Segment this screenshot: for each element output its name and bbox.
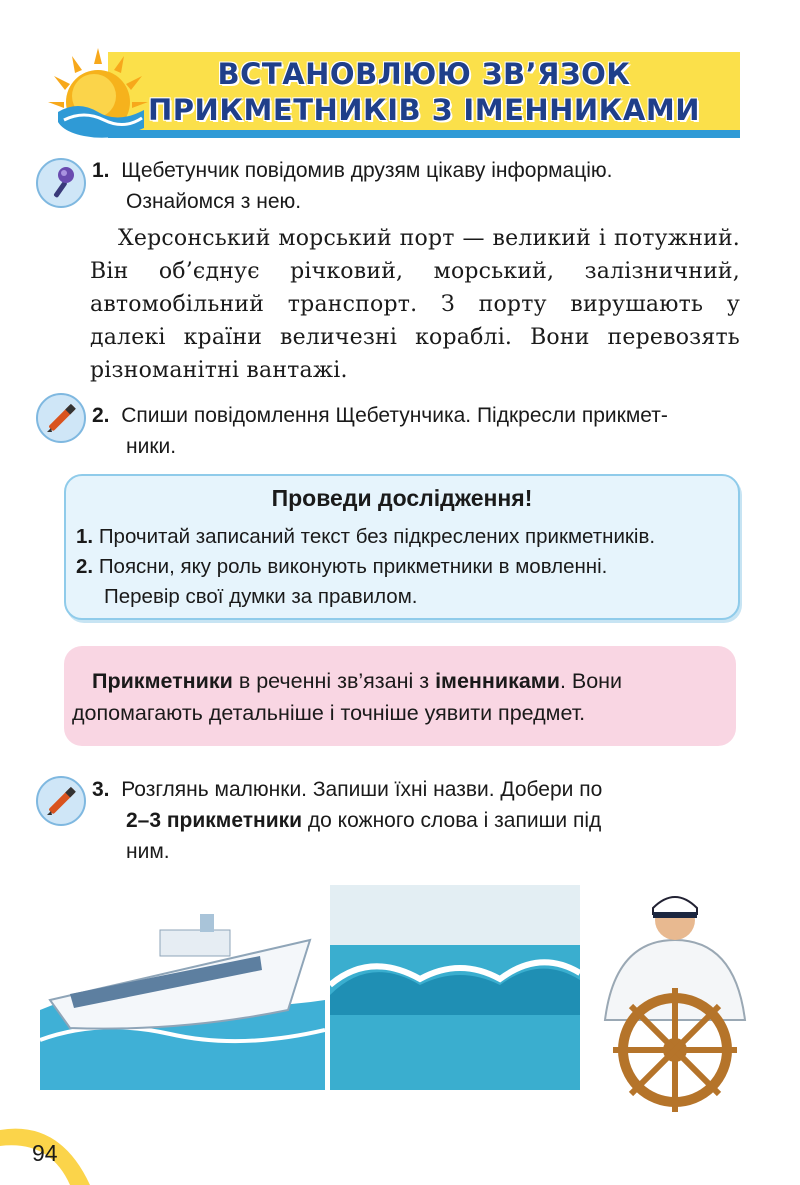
title-banner-stripe: [108, 130, 740, 138]
rule-text-2: . Вони: [559, 669, 623, 693]
research-item-1-number: 1.: [76, 525, 94, 548]
research-item-2-number: 2.: [76, 555, 94, 578]
task-1-line-2: Ознайомся з нею.: [126, 190, 302, 213]
pen-icon: [36, 393, 86, 443]
sea-wave-crest: [330, 969, 580, 1015]
task-3-line-1: Розглянь малюнки. Запиши їхні назви. Добери по: [121, 778, 603, 801]
task-3-bold: 2–3 прикметники: [126, 809, 303, 832]
page-title-line-2: ПРИКМЕТНИКІВ З ІМЕННИКАМИ: [148, 93, 700, 127]
task-1-number: 1.: [92, 159, 110, 182]
captain-illustration: [595, 880, 755, 1120]
research-item-2: [76, 552, 726, 612]
task-3-number: 3.: [92, 778, 110, 801]
task-2-line-2: ники.: [126, 435, 177, 458]
ship-illustration: [40, 900, 325, 1090]
task-2-line-1: Спиши повідомлення Щебетунчика. Підкресли прикмет-: [121, 404, 668, 427]
page-number: 94: [32, 1140, 58, 1166]
page-title-line-1: ВСТАНОВЛЮЮ ЗВ’ЯЗОК: [217, 57, 631, 91]
research-title: Проведи дослідження!: [271, 485, 533, 511]
task-2: [92, 400, 738, 462]
rule-bold-2: іменниками: [435, 669, 560, 693]
task-1: [92, 155, 738, 217]
ship-funnel: [200, 914, 214, 932]
task-3-line-3: ним.: [126, 840, 170, 863]
ship-cabin: [160, 930, 230, 956]
sea-wave-illustration: [330, 885, 580, 1090]
research-item-2-text-2: Перевір свої думки за правилом.: [104, 585, 418, 608]
task-1-line-1: Щебетунчик повідомив друзям цікаву інформацію.: [121, 159, 613, 182]
captain-cap-band: [653, 912, 697, 918]
reading-passage: Херсонський морський порт — великий і потужний. Він об’єднує річковий, морський, залізничний, автомобільний транспорт. З порту вирушають у далекі країни величезні кораблі. Вони перевозять різноманітні вантажі.: [90, 226, 740, 383]
microphone-icon: [36, 158, 86, 208]
page-title: [108, 56, 740, 128]
pen-icon: [36, 776, 86, 826]
rule-bold-1: Прикметники: [92, 669, 233, 693]
captain-cap: [653, 897, 697, 914]
task-3: [92, 774, 738, 867]
research-item-1-text: Прочитай записаний текст без підкреслених прикметників.: [98, 525, 656, 548]
rule-text: [72, 665, 728, 729]
research-item-1: [76, 522, 726, 552]
sea-sky: [330, 885, 580, 945]
sun-icon: [44, 46, 152, 142]
rule-text-1: в реченні зв’язані з: [232, 669, 436, 693]
research-item-2-text: Поясни, яку роль виконують прикметники в мовленні.: [98, 555, 608, 578]
task-3-line-2: до кожного слова і запиши під: [302, 809, 602, 832]
rule-line-2: допомагають детальніше і точніше уявити предмет.: [72, 701, 586, 725]
ship-wheel-spokes: [613, 988, 737, 1112]
task-2-number: 2.: [92, 404, 110, 427]
